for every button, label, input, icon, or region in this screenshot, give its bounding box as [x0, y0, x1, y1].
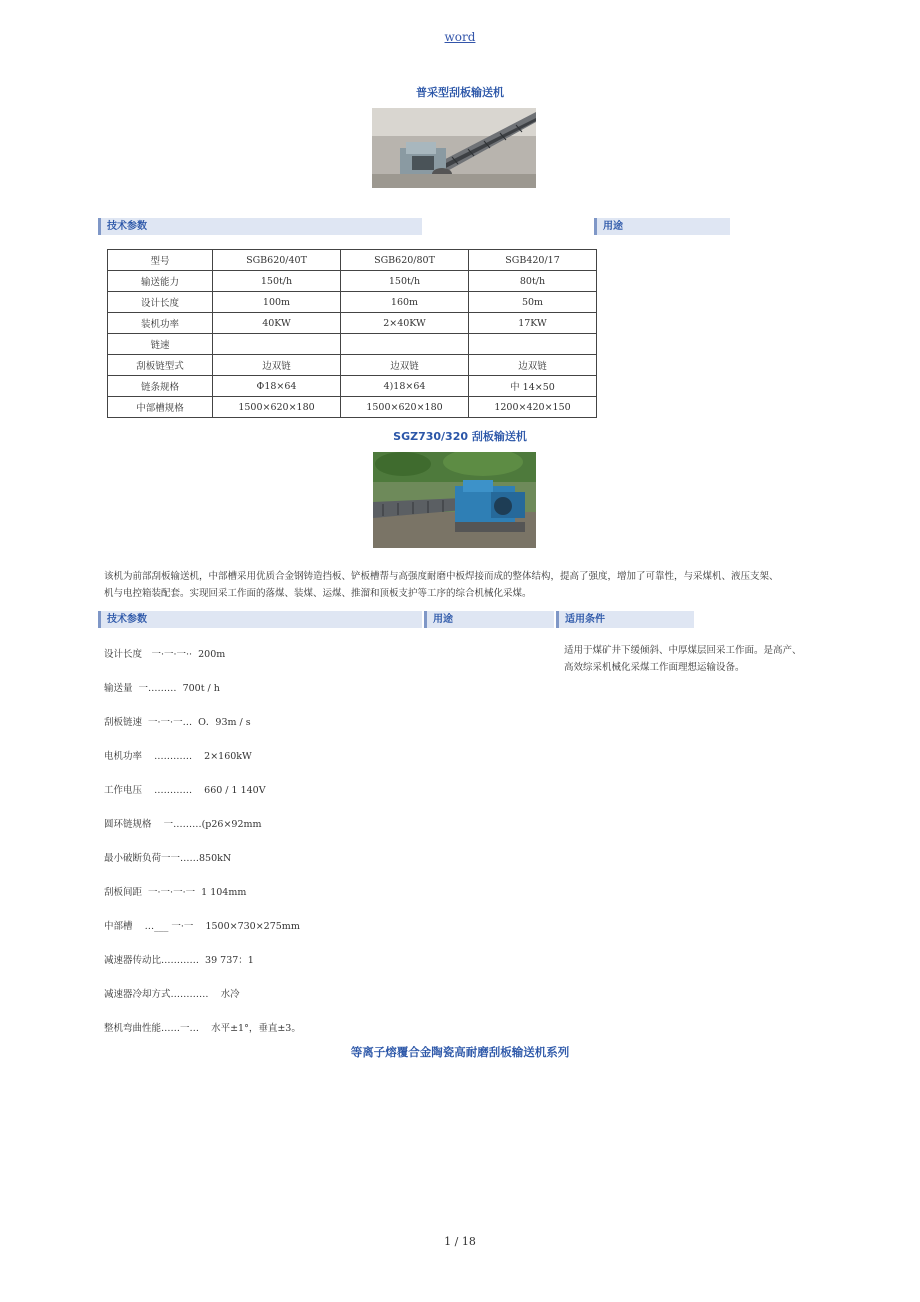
param-motor-power: 电机功率 ………… 2×160kW — [104, 751, 252, 762]
table-cell: Φ18×64 — [213, 376, 341, 397]
table-cell: SGB620/40T — [213, 250, 341, 271]
header-word-link[interactable]: word — [444, 30, 476, 44]
param-capacity: 输送量 一……… 700t / h — [104, 683, 220, 694]
description-line-1: 该机为前部刮板输送机，中部槽采用优质合金钢铸造挡板、铲板槽帮与高强度耐磨中板焊接而成的整体结构，提高了强度，增加了可靠性，与采煤机、液压支架、 — [104, 571, 779, 582]
section2-conditions-band: 适用条件 — [556, 611, 694, 628]
section2-conditions-text — [564, 642, 824, 676]
table-cell: SGB620/80T — [341, 250, 469, 271]
param-chain-spec: 圆环链规格 一………(p26×92mm — [104, 819, 262, 830]
table-cell: 1200×420×150 — [469, 397, 597, 418]
table-row-label: 链条规格 — [108, 376, 213, 397]
table-cell: 边双链 — [341, 355, 469, 376]
table-cell: 50m — [469, 292, 597, 313]
section2-params-band: 技术参数 — [98, 611, 422, 628]
param-chain-speed: 刮板链速 一·一·一… O．93m / s — [104, 717, 251, 728]
table-row-label: 中部槽规格 — [108, 397, 213, 418]
section1-params-band: 技术参数 — [98, 218, 422, 235]
table-row-label: 装机功率 — [108, 313, 213, 334]
table-cell: SGB420/17 — [469, 250, 597, 271]
table-cell: 150t/h — [341, 271, 469, 292]
table-cell: 中 14×50 — [469, 376, 597, 397]
table-row — [108, 376, 597, 397]
param-design-length: 设计长度 一·一·一·· 200m — [104, 649, 226, 660]
table-row-label: 链速 — [108, 334, 213, 355]
table-row — [108, 271, 597, 292]
section2-description — [104, 568, 816, 602]
table-cell: 100m — [213, 292, 341, 313]
table-row — [108, 292, 597, 313]
table-row-label: 设计长度 — [108, 292, 213, 313]
table-cell: 40KW — [213, 313, 341, 334]
table-cell: 17KW — [469, 313, 597, 334]
param-pan: 中部槽 …___ 一·一 1500×730×275mm — [104, 921, 300, 932]
section3-title: 等离子熔覆合金陶瓷高耐磨刮板输送机系列 — [350, 1045, 570, 1059]
table-row — [108, 334, 597, 355]
table-cell: 边双链 — [469, 355, 597, 376]
param-flight-spacing: 刮板间距 一·一·一·一 1 104mm — [104, 887, 247, 898]
section1-title: 普采型刮板输送机 — [416, 86, 504, 99]
conditions-line-2: 高效综采机械化采煤工作面理想运输设备。 — [564, 662, 745, 673]
section2-usage-band: 用途 — [424, 611, 554, 628]
param-bending: 整机弯曲性能……一… 水平±1°，垂直±3。 — [104, 1023, 301, 1034]
table-cell: 150t/h — [213, 271, 341, 292]
param-gear-ratio: 减速器传动比………… 39 737：1 — [104, 955, 254, 966]
table-row — [108, 313, 597, 334]
page-number: 1 / 18 — [444, 1235, 476, 1248]
table-cell: 边双链 — [213, 355, 341, 376]
table-row — [108, 355, 597, 376]
table-cell: 1500×620×180 — [213, 397, 341, 418]
conditions-line-1: 适用于煤矿井下缓倾斜、中厚煤层回采工作面。是高产、 — [564, 645, 802, 656]
table-row-label: 型号 — [108, 250, 213, 271]
table-cell — [213, 334, 341, 355]
table-cell: 4)18×64 — [341, 376, 469, 397]
conveyor-photo-1 — [372, 108, 536, 188]
description-line-2: 机与电控箱装配套。实现回采工作面的落煤、装煤、运煤、推溜和顶板支护等工序的综合机械化采煤。 — [104, 588, 532, 599]
table-row-label: 输送能力 — [108, 271, 213, 292]
table-row — [108, 397, 597, 418]
section2-title: SGZ730/320 刮板输送机 — [393, 430, 527, 443]
table-cell: 80t/h — [469, 271, 597, 292]
spec-table — [107, 249, 597, 418]
conveyor-photo-2 — [373, 452, 536, 548]
table-row — [108, 250, 597, 271]
table-cell — [341, 334, 469, 355]
param-cooling: 减速器冷却方式………… 水冷 — [104, 989, 240, 1000]
table-cell: 160m — [341, 292, 469, 313]
table-cell — [469, 334, 597, 355]
table-cell: 1500×620×180 — [341, 397, 469, 418]
table-cell: 2×40KW — [341, 313, 469, 334]
param-voltage: 工作电压 ………… 660 / 1 140V — [104, 785, 266, 796]
section1-usage-band: 用途 — [594, 218, 730, 235]
table-row-label: 刮板链型式 — [108, 355, 213, 376]
param-breaking-load: 最小破断负荷一一……850kN — [104, 853, 232, 864]
